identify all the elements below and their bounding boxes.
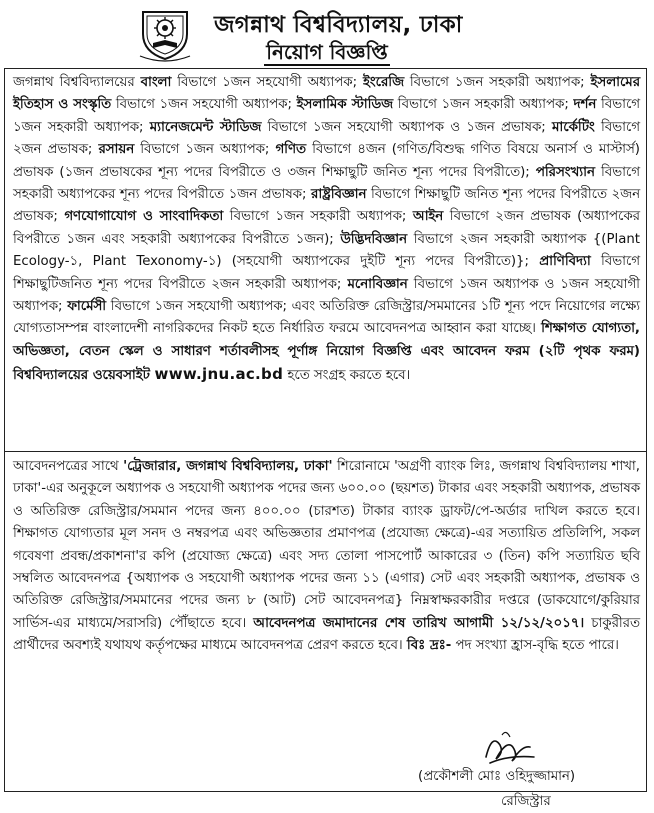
bold-text: আইন [412, 209, 444, 225]
bold-text: উদ্ভিদবিজ্ঞান [340, 231, 408, 247]
body-text: বিভাগে ১জন সহযোগী অধ্যাপক; [111, 97, 297, 113]
bold-text: আবেদনপত্র জমাদানের শেষ তারিখ আগামী ১২/১২/২০১৭। [253, 615, 585, 631]
body-text: পদ সংখ্যা হ্রাস-বৃদ্ধি হতে পারে। [451, 638, 619, 654]
bold-text: গণযোগাযোগ ও সাংবাদিকতা [64, 209, 224, 225]
bold-text: শিক্ষাগত যোগ্যতা, অভিজ্ঞতা, বেতন স্কেল ও সাধারণ শর্তাবলীসহ পূর্ণাঙ্গ নিয়োগ বিজ্ঞপ্তি এবং আবেদন ফরম (২টি পৃথক ফরম) বিশ্ববিদ্যালয়ের ওয়েবসাইট [13, 321, 640, 384]
bold-text: মার্কেটিং [552, 119, 595, 135]
bold-text: ইংরেজি [362, 75, 404, 90]
bold-text: প্রাণিবিদ্যা [539, 254, 591, 270]
positions-paragraph [13, 72, 640, 388]
body-text: বিভাগে ২জন সহকারী অধ্যাপক {(Plant Ecology-১, Plant Texonomy-১) (সহযোগী অধ্যাপকের দুইটি শূন্য পদের বিপরীতে)}; [13, 231, 640, 270]
body-text: চাকুরীরত প্রার্থীদের অবশ্যই যথাযথ কর্তৃপক্ষের মাধ্যমে আবেদনপত্র প্রেরণ করতে হবে। [13, 615, 640, 654]
bold-text: পরিসংখ্যান [535, 164, 595, 180]
body-text: বিভাগে শিক্ষাছুটিজনিত শূন্য পদের বিপরীতে ২জন সহকারী অধ্যাপক; [13, 254, 640, 292]
body-text: বিভাগে ১জন সহযোগী অধ্যাপক ও ১জন প্রভাষক; [261, 119, 553, 135]
body-text: বিভাগে ১জন সহযোগী অধ্যাপক; এবং অতিরিক্ত রেজিস্ট্রার/সমমানের ১টি শূন্য পদে নিয়োগের লক্ষ্যে যোগ্যতাসম্পন্ন বাংলাদেশী নাগরিকদের নিকট হতে নির্ধারিত ফরমে আবেদনপত্র আহ্বান করা যাচ্ছে। [13, 299, 640, 337]
notice-title: নিয়োগ বিজ্ঞপ্তি [266, 40, 388, 64]
bold-text: ইসলামিক স্টাডিজ [296, 97, 394, 113]
signer-name: (প্রকৌশলী মোঃ ওহিদুজ্জামান) [418, 769, 576, 784]
university-name: জগন্নাথ বিশ্ববিদ্যালয়, ঢাকা [214, 12, 463, 38]
body-text: বিভাগে ১জন অধ্যাপক ও ১জন সহযোগী অধ্যাপক; [13, 276, 640, 315]
body-text: বিভাগে সহকারী অধ্যাপকের শূন্য পদের বিপরীতে ১জন প্রভাষক; [13, 164, 640, 203]
header [0, 0, 654, 66]
body-text: বিভাগে ১জন সহকারী অধ্যাপক; [223, 209, 413, 225]
bold-text: বিঃ দ্রঃ- [406, 638, 452, 654]
notice-box-instructions [4, 452, 647, 792]
bold-text: দর্শন [573, 97, 597, 113]
notice-box-positions [4, 68, 647, 452]
body-text: বিভাগে ১জন অধ্যাপক; [134, 142, 276, 158]
body-text: বিভাগে ২জন প্রভাষক; [13, 119, 640, 158]
body-text: বিভাগে শিক্ষাছুটি জনিত শূন্য পদের বিপরীতে ২জন প্রভাষক; [13, 187, 641, 225]
body-text: বিভাগে ৪জন (গণিত/বিশুদ্ধ গণিত বিষয়ে অনার্স ও মাস্টার্স) প্রভাষক (১জন প্রভাষকের শূন্য পদের বিপরীতে ও ৩জন শিক্ষাছুটি জনিত শূন্য পদের বিপরীতে); [13, 142, 640, 180]
bold-text: ইসলামের ইতিহাস ও সংস্কৃতি [13, 75, 641, 113]
body-text: জগন্নাথ বিশ্ববিদ্যালয়ের [13, 75, 141, 90]
bold-text: রসায়ন [98, 142, 135, 158]
instructions-paragraph [13, 456, 640, 658]
bold-text: গণিত [275, 142, 307, 158]
bold-text: রাষ্ট্রবিজ্ঞান [311, 187, 367, 203]
body-text: বিভাগে ১জন সহকারী অধ্যাপক; [403, 75, 591, 90]
body-text: শিরোনামে 'অগ্রণী ব্যাংক লিঃ, জগন্নাথ বিশ্ববিদ্যালয় শাখা, ঢাকা'-এর অনুকূলে অধ্যাপক ও সহযোগী অধ্যাপক পদের জন্য ৬০০.০০ (ছয়শত) টাকার এবং সহকারী অধ্যাপক, প্রভাষক ও অতিরিক্ত রেজিস্ট্রার/সমমান পদের জন্য ৪০০.০০ (চারশত) টাকার ব্যাংক ড্রাফট/পে-অর্ডার দাখিল করতে হবে। শিক্ষাগত যোগ্যতার মূল সনদ ও নম্বরপত্র এবং অভিজ্ঞতার প্রমাণপত্র (প্রযোজ্য ক্ষেত্রে)-এর সত্যায়িত প্রতিলিপি, সকল গবেষণা প্রবন্ধ/প্রকাশনা'র কপি (প্রযোজ্য ক্ষেত্রে) এবং সদ্য তোলা পাসপোর্ট আকারের ৩ (তিন) কপি সত্যায়িত ছবি সম্বলিত আবেদনপত্র {অধ্যাপক ও সহযোগী অধ্যাপক পদের জন্য ১১ (এগার) সেট এবং সহকারী অধ্যাপক, প্রভাষক ও অতিরিক্ত রেজিস্ট্রার/সমমানের পদের জন্য ৮ (আট) সেট আবেদনপত্র} নিম্নস্বাক্ষরকারীর দপ্তরে (ডাকযোগে/কুরিয়ার সার্ভিস-এর মাধ্যমে/সরাসরি) পৌঁছাতে হবে। [13, 459, 640, 631]
bold-text: মনোবিজ্ঞান [347, 276, 408, 292]
body-text: বিভাগে ১জন সহযোগী অধ্যাপক; [171, 75, 363, 90]
body-text: বিভাগে ১জন সহকারী অধ্যাপক; [13, 97, 640, 135]
bold-text: 'ট্রেজারার, জগন্নাথ বিশ্ববিদ্যালয়, ঢাকা' [123, 459, 333, 474]
bold-text: ম্যানেজমেন্ট স্টাডিজ [149, 119, 262, 135]
handwritten-signature [478, 727, 538, 771]
body-text: হতে সংগ্রহ করতে হবে। [283, 368, 411, 384]
signer-designation: রেজিস্ট্রার [501, 794, 551, 809]
website-url: www.jnu.ac.bd [154, 365, 284, 384]
body-text: আবেদনপত্রের সাথে [13, 459, 124, 474]
body-text: বিভাগে ২জন প্রভাষক (অধ্যাপকের বিপরীতে ১জন এবং সহকারী অধ্যাপকের বিপরীতে ১জন); [13, 209, 640, 247]
body-text: বিভাগে ১জন সহকারী অধ্যাপক; [393, 97, 574, 113]
bold-text: বাংলা [140, 75, 172, 90]
bold-text: ফার্মেসী [67, 299, 107, 315]
